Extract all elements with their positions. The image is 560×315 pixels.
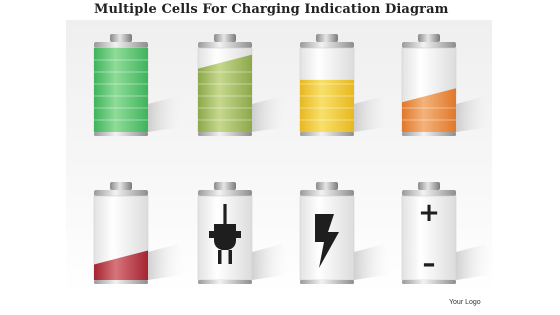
battery-base: [94, 132, 148, 136]
battery-base: [300, 132, 354, 136]
shadow: [354, 244, 394, 280]
battery-medium-yellow: [300, 34, 394, 136]
battery-base: [94, 280, 148, 284]
battery-terminal: [110, 34, 132, 42]
minus-symbol: –: [422, 249, 436, 279]
battery-terminal: [110, 182, 132, 190]
battery-critical-red: [94, 182, 188, 284]
battery-rim: [300, 42, 354, 48]
battery-rim: [402, 42, 456, 48]
battery-rim: [94, 42, 148, 48]
battery-base: [402, 132, 456, 136]
shadow: [252, 244, 292, 280]
battery-terminal: [214, 34, 236, 42]
battery-terminal: [418, 34, 440, 42]
charge-level: [300, 80, 354, 132]
shadow: [148, 244, 188, 280]
battery-high-olive: [198, 34, 292, 136]
battery-terminal: [316, 182, 338, 190]
battery-rim: [198, 190, 252, 196]
shadow: [148, 96, 188, 132]
battery-base: [198, 132, 252, 136]
battery-plug: [198, 182, 292, 284]
battery-terminal: [214, 182, 236, 190]
battery-full-green: [94, 34, 188, 136]
battery-rim: [300, 190, 354, 196]
battery-rim: [402, 190, 456, 196]
shadow: [354, 96, 394, 132]
page-title: Multiple Cells For Charging Indication Diagram: [94, 2, 449, 17]
plus-symbol: +: [418, 198, 440, 228]
shadow: [456, 96, 496, 132]
battery-terminal: [418, 182, 440, 190]
battery-rim: [94, 190, 148, 196]
battery-terminal: [316, 34, 338, 42]
shadow: [456, 244, 496, 280]
battery-base: [198, 280, 252, 284]
battery-rim: [198, 42, 252, 48]
logo-text: Your Logo: [449, 299, 481, 306]
battery-base: [402, 280, 456, 284]
battery-low-orange: [402, 34, 496, 136]
battery-lightning: [300, 182, 394, 284]
charge-level: [94, 48, 148, 132]
shadow: [252, 96, 292, 132]
battery-polarity: [402, 182, 496, 284]
battery-base: [300, 280, 354, 284]
